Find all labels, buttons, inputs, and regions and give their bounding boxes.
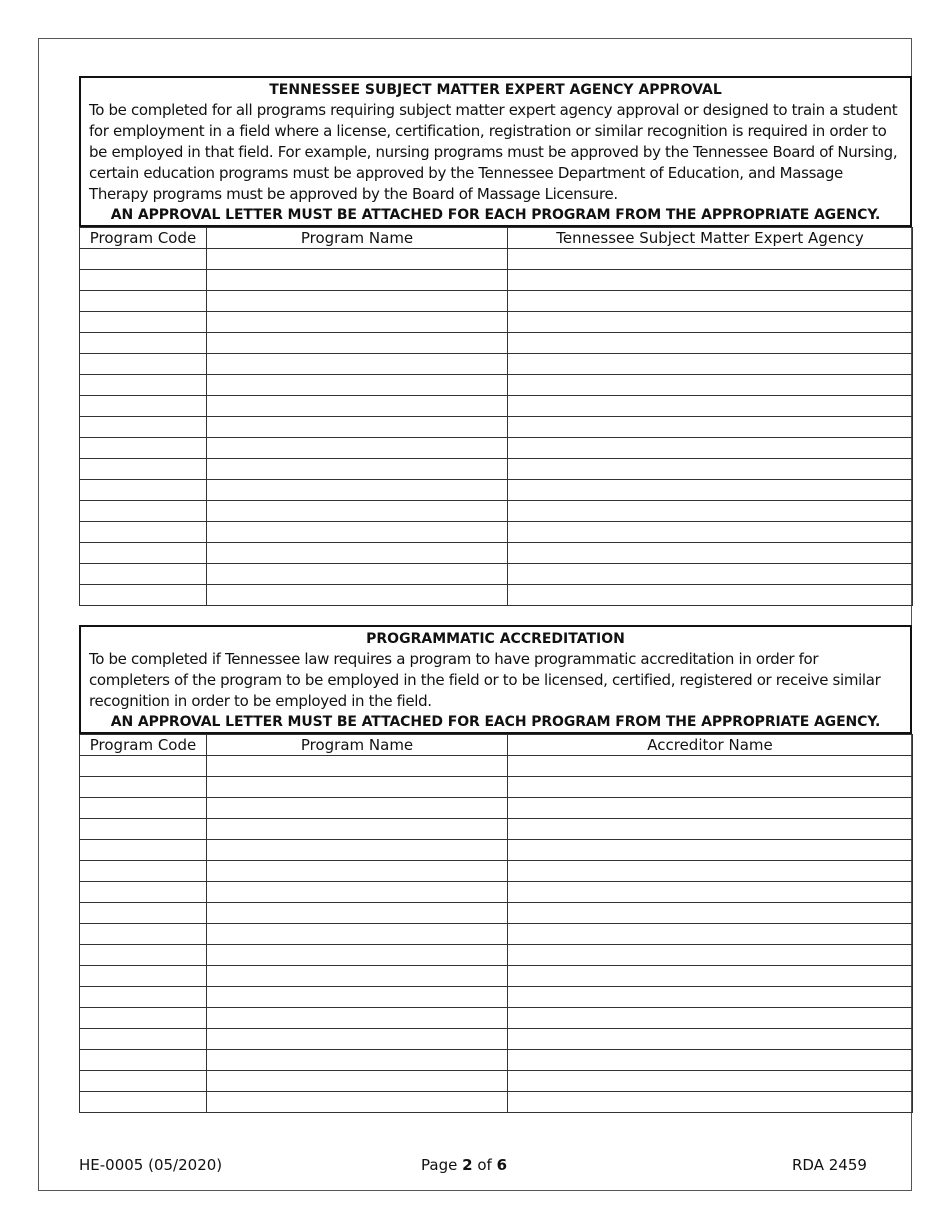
table-row (80, 798, 913, 819)
agency-cell[interactable] (508, 417, 913, 438)
rda-number: RDA 2459 (792, 1156, 867, 1174)
program-code-cell[interactable] (80, 585, 207, 606)
table-row (80, 396, 913, 417)
accreditor-cell[interactable] (508, 882, 913, 903)
program-code-cell[interactable] (80, 945, 207, 966)
table-row (80, 438, 913, 459)
table-row (80, 480, 913, 501)
accreditor-cell[interactable] (508, 1071, 913, 1092)
accreditation-intro (79, 625, 912, 734)
program-name-cell[interactable] (207, 1029, 508, 1050)
program-name-cell[interactable] (207, 861, 508, 882)
program-code-cell[interactable] (80, 522, 207, 543)
program-code-cell[interactable] (80, 291, 207, 312)
table-header-row (80, 735, 913, 756)
agency-cell[interactable] (508, 333, 913, 354)
program-code-cell[interactable] (80, 903, 207, 924)
program-name-cell[interactable] (207, 543, 508, 564)
accreditation-section (79, 625, 912, 1113)
table-row (80, 375, 913, 396)
agency-cell[interactable] (508, 270, 913, 291)
program-name-cell[interactable] (207, 312, 508, 333)
program-code-cell[interactable] (80, 924, 207, 945)
program-name-cell[interactable] (207, 924, 508, 945)
sme-approval-warning: AN APPROVAL LETTER MUST BE ATTACHED FOR EACH PROGRAM FROM THE APPROPRIATE AGENCY. (110, 207, 881, 223)
program-name-cell[interactable] (207, 438, 508, 459)
program-code-cell[interactable] (80, 840, 207, 861)
program-name-cell[interactable] (207, 333, 508, 354)
accreditor-cell[interactable] (508, 1029, 913, 1050)
program-code-cell[interactable] (80, 270, 207, 291)
accreditor-cell[interactable] (508, 840, 913, 861)
table-row (80, 777, 913, 798)
program-name-cell[interactable] (207, 585, 508, 606)
table-row (80, 861, 913, 882)
program-code-cell[interactable] (80, 1071, 207, 1092)
program-code-cell[interactable] (80, 882, 207, 903)
table-row (80, 543, 913, 564)
program-name-cell[interactable] (207, 903, 508, 924)
table-row (80, 564, 913, 585)
table-row (80, 585, 913, 606)
accreditor-cell[interactable] (508, 798, 913, 819)
program-code-cell[interactable] (80, 798, 207, 819)
accreditation-warning: AN APPROVAL LETTER MUST BE ATTACHED FOR EACH PROGRAM FROM THE APPROPRIATE AGENCY. (110, 714, 881, 730)
agency-cell[interactable] (508, 312, 913, 333)
accreditor-cell[interactable] (508, 819, 913, 840)
program-code-cell[interactable] (80, 543, 207, 564)
accreditor-cell[interactable] (508, 966, 913, 987)
accreditor-cell[interactable] (508, 987, 913, 1008)
table-row (80, 840, 913, 861)
table-row (80, 987, 913, 1008)
program-code-cell[interactable] (80, 1008, 207, 1029)
program-code-cell[interactable] (80, 819, 207, 840)
program-name-cell[interactable] (207, 840, 508, 861)
sme-approval-intro (79, 76, 912, 227)
program-code-cell[interactable] (80, 861, 207, 882)
table-row (80, 756, 913, 777)
program-code-cell[interactable] (80, 480, 207, 501)
agency-cell[interactable] (508, 354, 913, 375)
program-name-cell[interactable] (207, 1050, 508, 1071)
agency-cell[interactable] (508, 438, 913, 459)
agency-cell[interactable] (508, 375, 913, 396)
table-row (80, 903, 913, 924)
program-name-cell[interactable] (207, 819, 508, 840)
table-row (80, 270, 913, 291)
accreditation-instructions: To be completed if Tennessee law requires a program to have programmatic accreditation in order for completers of the program to be employed in the field or to be licensed, certified, registered or receive similar recognition in order to be employed in the field. (89, 650, 881, 710)
program-name-cell[interactable] (207, 354, 508, 375)
program-name-cell[interactable] (207, 291, 508, 312)
accreditation-table (79, 734, 913, 1113)
accreditor-cell[interactable] (508, 756, 913, 777)
accreditor-cell[interactable] (508, 924, 913, 945)
table-header-row (80, 228, 913, 249)
accreditation-title: PROGRAMMATIC ACCREDITATION (366, 631, 625, 647)
table-row (80, 501, 913, 522)
program-code-cell[interactable] (80, 459, 207, 480)
page-of: of (477, 1156, 492, 1174)
program-name-cell[interactable] (207, 756, 508, 777)
page-current: 2 (462, 1156, 473, 1174)
program-code-cell[interactable] (80, 333, 207, 354)
sme-approval-title: TENNESSEE SUBJECT MATTER EXPERT AGENCY APPROVAL (269, 82, 722, 98)
table-row (80, 945, 913, 966)
table-row (80, 1050, 913, 1071)
accreditor-cell[interactable] (508, 903, 913, 924)
column-header-accreditor: Accreditor Name (508, 735, 913, 756)
program-name-cell[interactable] (207, 564, 508, 585)
agency-cell[interactable] (508, 291, 913, 312)
program-name-cell[interactable] (207, 945, 508, 966)
program-code-cell[interactable] (80, 756, 207, 777)
accreditor-cell[interactable] (508, 777, 913, 798)
agency-cell[interactable] (508, 396, 913, 417)
agency-cell[interactable] (508, 543, 913, 564)
program-code-cell[interactable] (80, 249, 207, 270)
page-label: Page (421, 1156, 458, 1174)
program-name-cell[interactable] (207, 480, 508, 501)
program-name-cell[interactable] (207, 522, 508, 543)
program-code-cell[interactable] (80, 987, 207, 1008)
program-code-cell[interactable] (80, 375, 207, 396)
table-row (80, 354, 913, 375)
table-row (80, 312, 913, 333)
program-name-cell[interactable] (207, 777, 508, 798)
column-header-program-name: Program Name (207, 228, 508, 249)
table-row (80, 522, 913, 543)
column-header-program-code: Program Code (80, 735, 207, 756)
accreditor-cell[interactable] (508, 1092, 913, 1113)
table-row (80, 1092, 913, 1113)
program-code-cell[interactable] (80, 1029, 207, 1050)
program-name-cell[interactable] (207, 987, 508, 1008)
table-row (80, 333, 913, 354)
program-name-cell[interactable] (207, 417, 508, 438)
form-code: HE-0005 (05/2020) (79, 1156, 223, 1174)
sme-approval-section (79, 76, 912, 606)
table-row (80, 1029, 913, 1050)
program-name-cell[interactable] (207, 249, 508, 270)
program-name-cell[interactable] (207, 1071, 508, 1092)
agency-cell[interactable] (508, 501, 913, 522)
agency-cell[interactable] (508, 564, 913, 585)
program-code-cell[interactable] (80, 501, 207, 522)
program-code-cell[interactable] (80, 564, 207, 585)
table-row (80, 966, 913, 987)
table-row (80, 459, 913, 480)
page-number (421, 1155, 507, 1175)
program-name-cell[interactable] (207, 375, 508, 396)
agency-cell[interactable] (508, 585, 913, 606)
sme-approval-instructions: To be completed for all programs requiring subject matter expert agency approval or designed to train a student for employment in a field where a license, certification, registration or similar recognition is required in order to be employed in that field. For example, nursing programs must be approved by the Tennessee Board of Nursing, certain education programs must be approved by the Tennessee Department of Education, and Massage Therapy programs must be approved by the Board of Massage Licensure. (89, 101, 898, 203)
sme-approval-rows (80, 249, 913, 606)
accreditor-cell[interactable] (508, 1050, 913, 1071)
table-row (80, 417, 913, 438)
program-code-cell[interactable] (80, 777, 207, 798)
column-header-program-name: Program Name (207, 735, 508, 756)
program-name-cell[interactable] (207, 966, 508, 987)
program-code-cell[interactable] (80, 354, 207, 375)
program-code-cell[interactable] (80, 438, 207, 459)
agency-cell[interactable] (508, 480, 913, 501)
program-name-cell[interactable] (207, 1008, 508, 1029)
accreditor-cell[interactable] (508, 945, 913, 966)
program-name-cell[interactable] (207, 1092, 508, 1113)
program-name-cell[interactable] (207, 270, 508, 291)
agency-cell[interactable] (508, 459, 913, 480)
program-code-cell[interactable] (80, 966, 207, 987)
table-row (80, 1071, 913, 1092)
column-header-program-code: Program Code (80, 228, 207, 249)
accreditation-rows (80, 756, 913, 1113)
table-row (80, 819, 913, 840)
program-name-cell[interactable] (207, 798, 508, 819)
agency-cell[interactable] (508, 522, 913, 543)
column-header-agency: Tennessee Subject Matter Expert Agency (508, 228, 913, 249)
program-name-cell[interactable] (207, 501, 508, 522)
page-total: 6 (496, 1156, 508, 1174)
program-name-cell[interactable] (207, 396, 508, 417)
table-row (80, 249, 913, 270)
accreditor-cell[interactable] (508, 861, 913, 882)
program-code-cell[interactable] (80, 396, 207, 417)
table-row (80, 924, 913, 945)
program-code-cell[interactable] (80, 1092, 207, 1113)
agency-cell[interactable] (508, 249, 913, 270)
program-code-cell[interactable] (80, 417, 207, 438)
table-row (80, 291, 913, 312)
program-name-cell[interactable] (207, 882, 508, 903)
program-code-cell[interactable] (80, 312, 207, 333)
accreditor-cell[interactable] (508, 1008, 913, 1029)
table-row (80, 882, 913, 903)
program-code-cell[interactable] (80, 1050, 207, 1071)
sme-approval-table (79, 227, 913, 606)
table-row (80, 1008, 913, 1029)
program-name-cell[interactable] (207, 459, 508, 480)
